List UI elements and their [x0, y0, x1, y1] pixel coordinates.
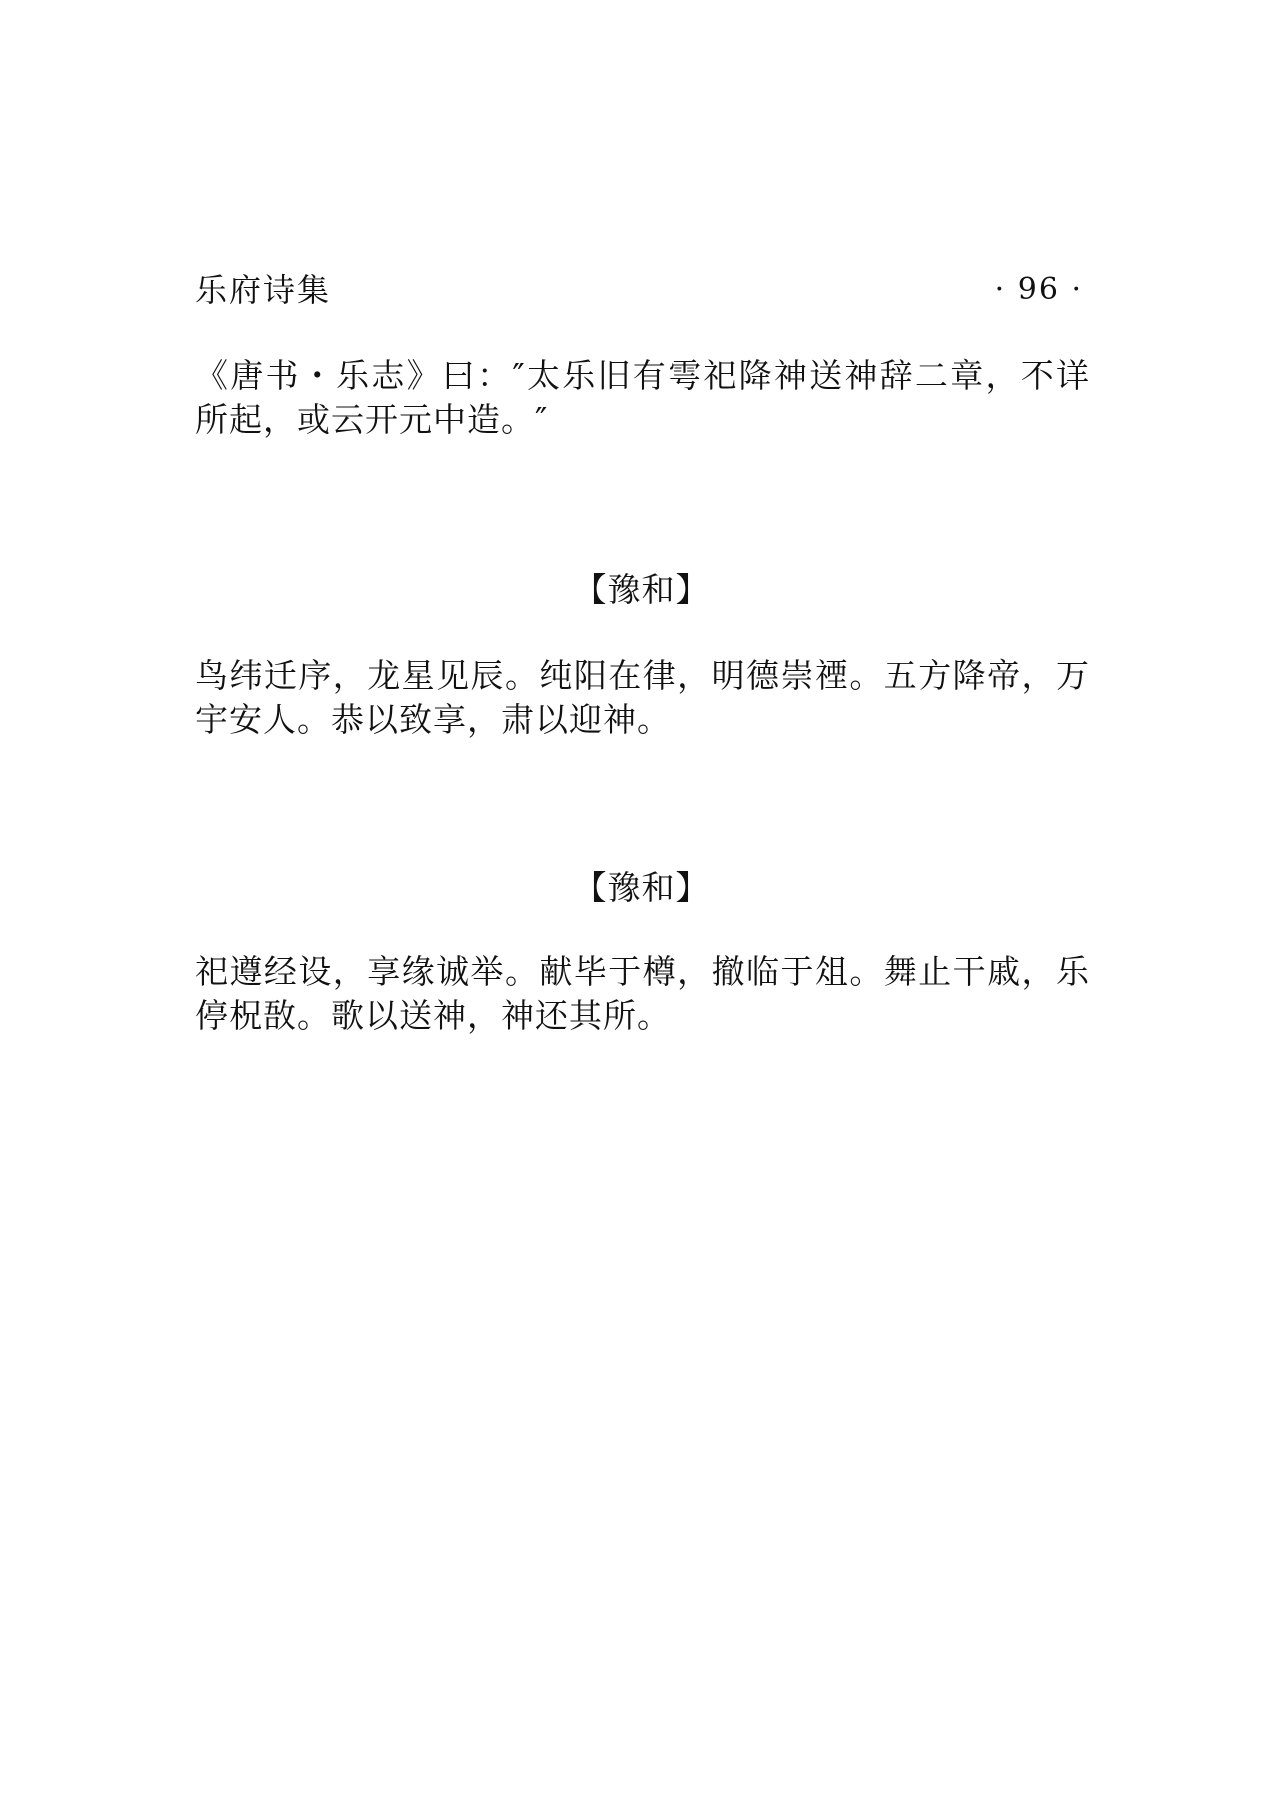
page-number: · 96 · — [994, 272, 1083, 307]
book-title: 乐府诗集 — [195, 271, 332, 309]
poem-text-2: 祀遵经设，享缘诚举。献毕于樽，撤临于俎。舞止干戚，乐停柷敔。歌以送神，神还其所。 — [195, 952, 1090, 1035]
intro-paragraph: 《唐书・乐志》曰：″太乐旧有雩祀降神送神辞二章，不详所起，或云开元中造。″ — [195, 356, 1090, 439]
section-heading-2: 【豫和】 — [573, 868, 710, 907]
poem-text-1: 鸟纬迁序，龙星见辰。纯阳在律，明德崇禋。五方降帝，万宇安人。恭以致享，肃以迎神。 — [195, 656, 1090, 739]
section-heading-1: 【豫和】 — [573, 570, 710, 609]
